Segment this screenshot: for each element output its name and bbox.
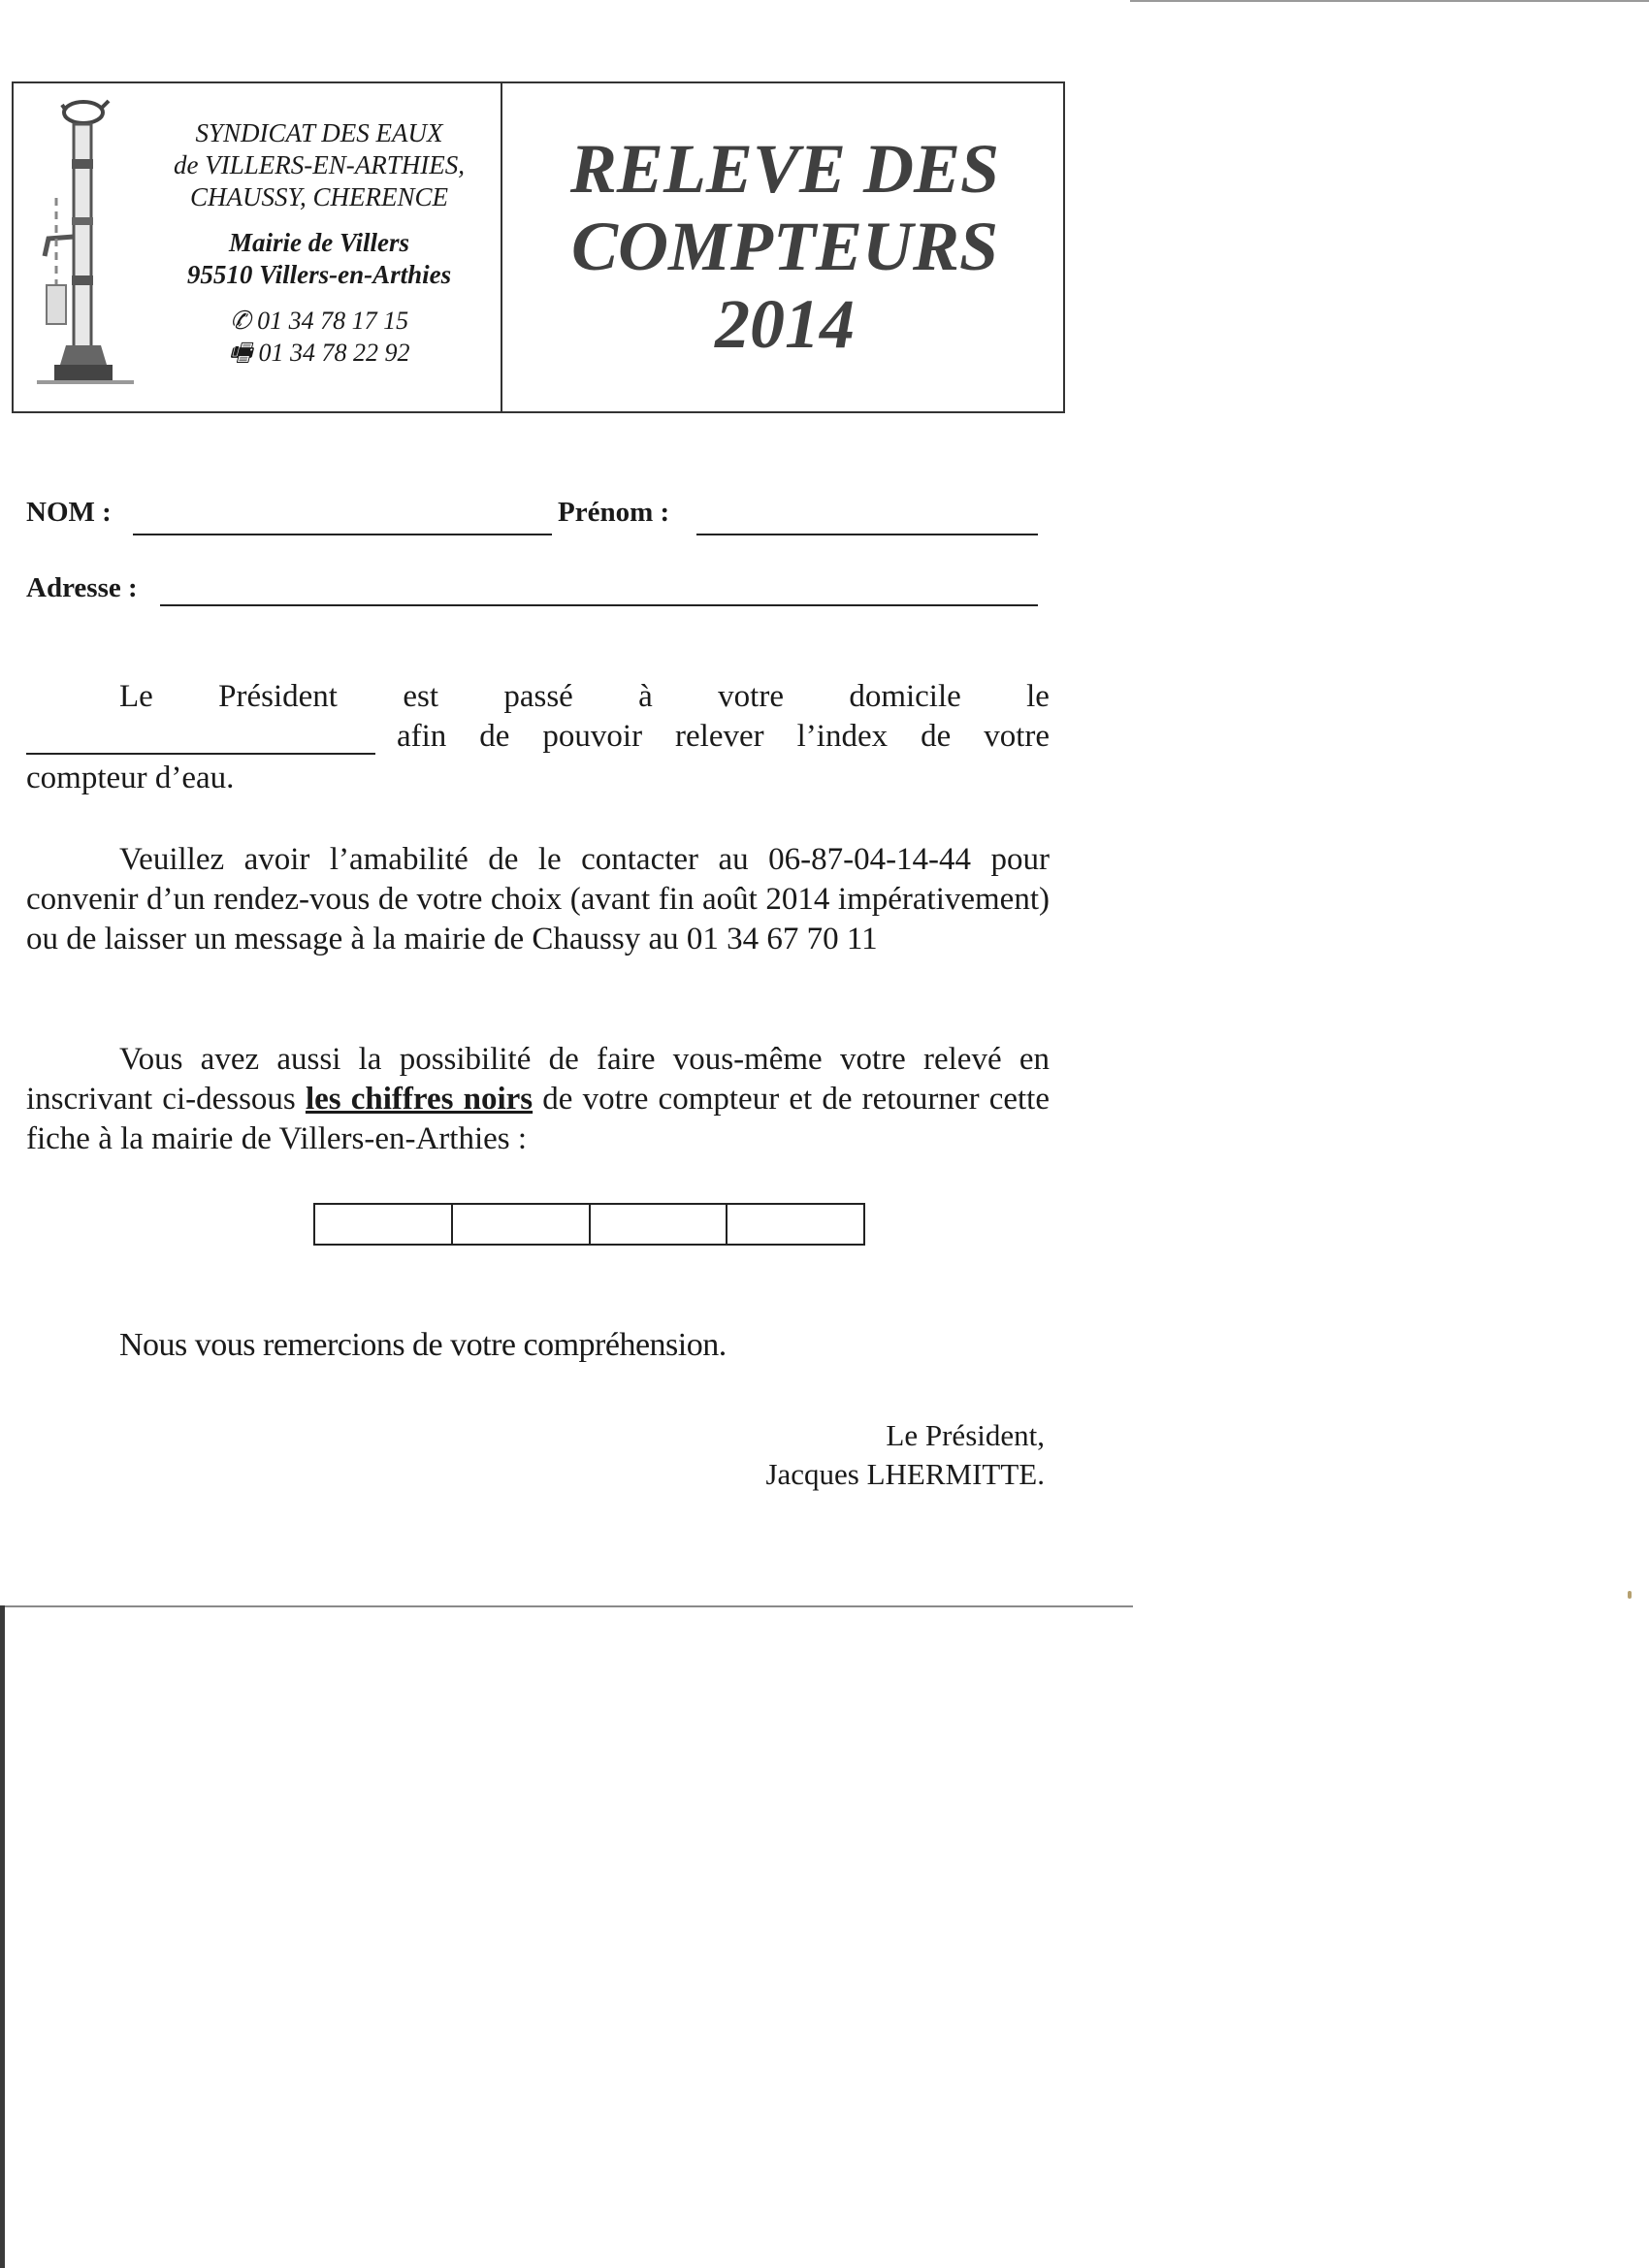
org-name-line1: SYNDICAT DES EAUX	[195, 118, 443, 147]
scan-edge-bottom	[0, 1605, 1133, 1607]
p1-word: votre	[718, 679, 784, 714]
p3-before: Vous avez aussi la possibilité de faire vous-même votre relevé en inscrivant ci-dessous	[26, 1042, 1050, 1117]
scan-edge-top	[1130, 0, 1649, 2]
phone-line	[135, 305, 503, 337]
p1-word: est	[403, 679, 438, 714]
signature-name: Jacques LHERMITTE.	[765, 1457, 1045, 1491]
fax-number: 01 34 78 22 92	[258, 339, 410, 367]
adresse-field[interactable]	[160, 604, 1038, 606]
p1-word: le	[1026, 679, 1050, 714]
adresse-label: Adresse :	[26, 572, 138, 603]
prenom-label: Prénom :	[558, 497, 670, 528]
nom-label: NOM :	[26, 497, 112, 528]
scan-edge-left	[0, 1605, 5, 2268]
prenom-field[interactable]	[696, 534, 1038, 535]
p1-word: Président	[218, 679, 338, 714]
p1-word: Le	[119, 679, 153, 714]
organization-info	[135, 117, 503, 369]
signature-block	[765, 1416, 1045, 1494]
fax-icon: 🖷	[228, 339, 253, 367]
paragraph-1-line1	[26, 679, 1050, 715]
nom-field[interactable]	[133, 534, 552, 535]
org-name-line2: de VILLERS-EN-ARTHIES,	[174, 150, 465, 179]
letterhead-box	[12, 81, 1065, 413]
paragraph-3	[26, 1040, 1050, 1159]
paragraph-1-line2	[26, 719, 1050, 755]
signature-title: Le Président,	[886, 1418, 1045, 1452]
visit-date-field[interactable]	[26, 720, 375, 755]
closing-line: Nous vous remercions de votre compréhension.	[119, 1327, 727, 1363]
meter-digit-cell[interactable]	[728, 1205, 863, 1244]
phone-number: 01 34 78 17 15	[257, 307, 409, 335]
document-title	[508, 130, 1061, 363]
paragraph-2: Veuillez avoir l’amabilité de le contacter au 06-87-04-14-44 pour convenir d’un rendez-vous de votre choix (avant fin août 2014 impérativement) ou de laisser un message à la mairie de Chaussy au 01 34 67 70 11	[26, 842, 1050, 956]
water-pump-icon	[27, 91, 144, 402]
title-line1: RELEVE DES	[569, 130, 1000, 208]
title-line2: COMPTEURS	[570, 208, 999, 285]
scan-speck	[1628, 1591, 1632, 1599]
p1-word: domicile	[849, 679, 961, 714]
meter-digit-cell[interactable]	[315, 1205, 453, 1244]
meter-digit-cell[interactable]	[453, 1205, 591, 1244]
meter-digits-grid	[313, 1203, 865, 1246]
meter-digit-cell[interactable]	[591, 1205, 728, 1244]
header-divider	[501, 83, 502, 411]
mairie-line2: 95510 Villers-en-Arthies	[186, 260, 452, 289]
p1-line3-text: compteur d’eau.	[26, 761, 235, 795]
p1-word: à	[638, 679, 653, 714]
mairie-line1: Mairie de Villers	[228, 228, 409, 257]
org-name-line3: CHAUSSY, CHERENCE	[189, 182, 449, 211]
p1-word: passé	[503, 679, 573, 714]
p3-after: de votre compteur et de retourner cette fiche à la mairie de Villers-en-Arthies :	[26, 1082, 1051, 1156]
p3-emphasis: les chiffres noirs	[305, 1082, 534, 1117]
fax-line	[135, 337, 503, 369]
title-year: 2014	[715, 285, 855, 363]
p1-line2-text: afin de pouvoir relever l’index de votre	[397, 719, 1050, 754]
phone-icon: ✆	[229, 307, 251, 335]
